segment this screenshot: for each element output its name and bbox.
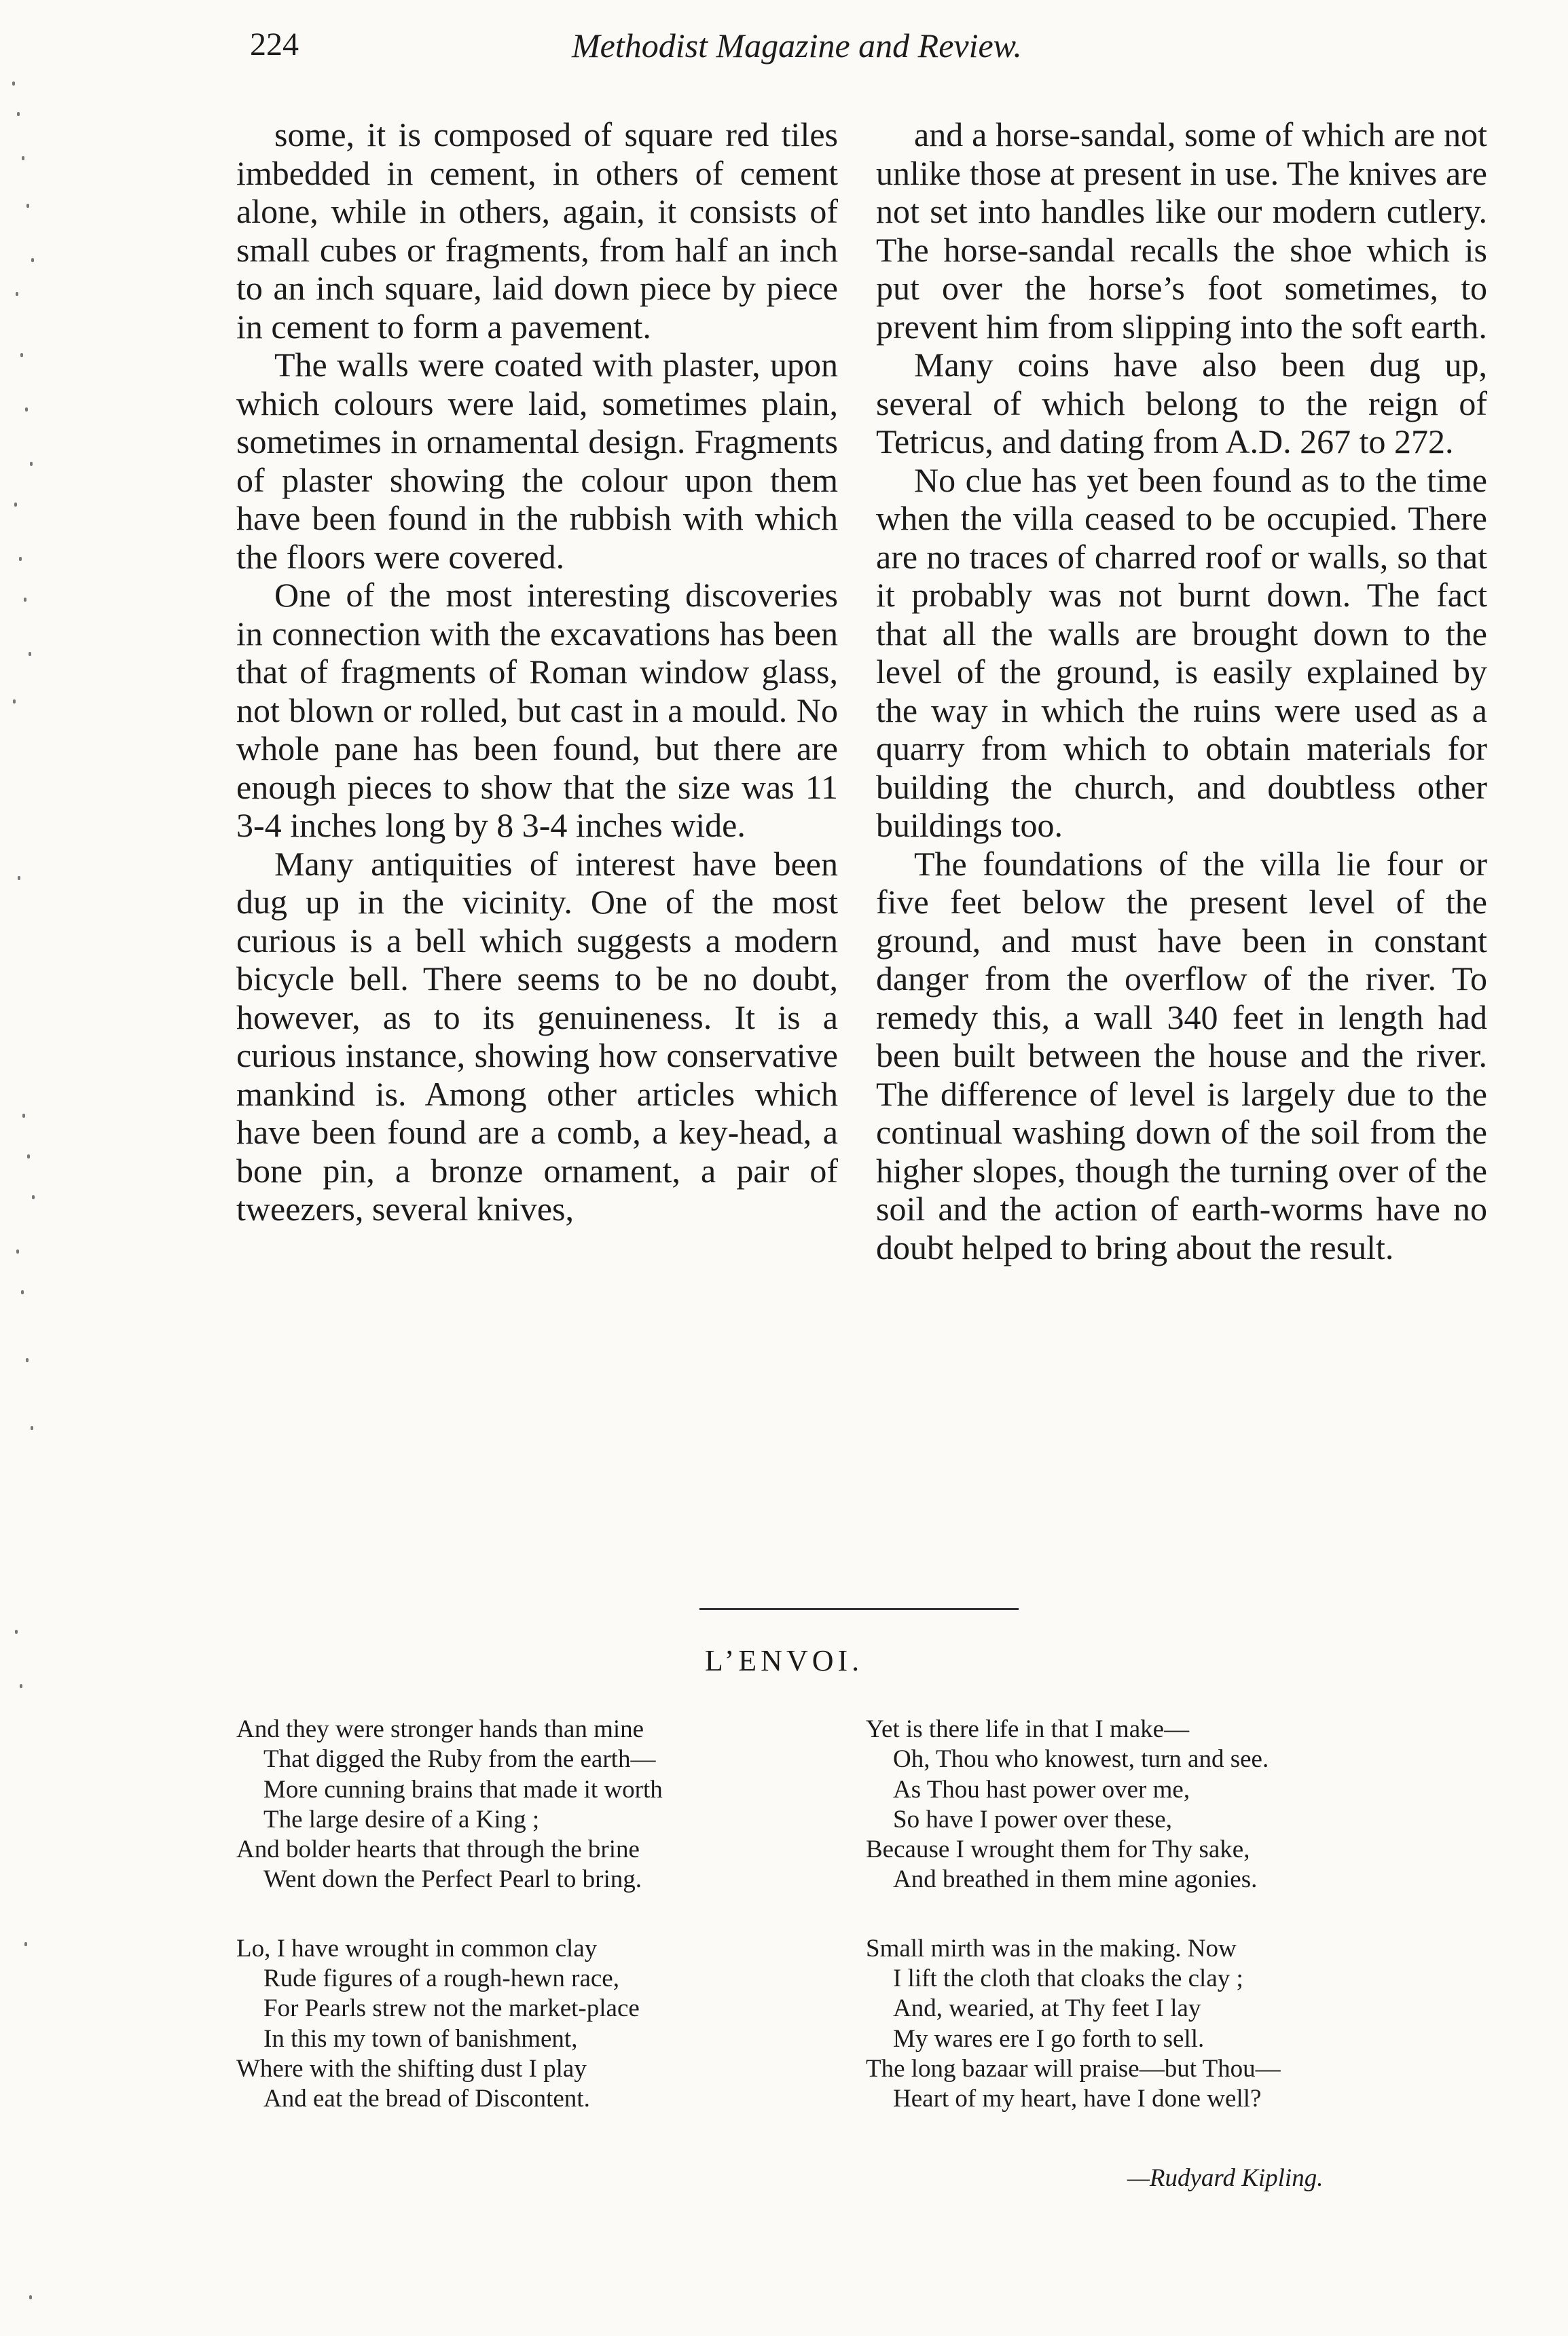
poem-line: As Thou hast power over me, xyxy=(893,1775,1190,1804)
scan-speck xyxy=(26,1358,29,1362)
page-number: 224 xyxy=(250,26,299,62)
scan-speck xyxy=(20,353,23,357)
scan-speck xyxy=(30,462,33,466)
poem-attribution: —Rudyard Kipling. xyxy=(1127,2164,1324,2192)
poem-line: And they were stronger hands than mine xyxy=(236,1715,644,1743)
scan-speck xyxy=(31,258,34,262)
scan-speck xyxy=(22,1114,25,1118)
poem-line: The large desire of a King ; xyxy=(263,1805,540,1833)
paragraph: No clue has yet been found as to the time when the villa ceased to be occupied. There are no traces of charred roof or walls, so that it probably was not burnt down. The fact that all the walls are brought down to the level of the ground, is easily explained by the way in which the ruins were used as a quarry from which to obtain materials for building the church, and doubtless other buildings too. xyxy=(876,460,1487,844)
scan-speck xyxy=(20,1684,22,1688)
scan-speck xyxy=(31,1426,33,1430)
scan-speck xyxy=(14,503,17,507)
paragraph: The foundations of the villa lie four or five feet below the present level of the ground, and must have been in constant danger from the overflow of the river. To remedy this, a wall 340 feet in length had been built between the house and the river. The difference of level is largely due to the continual washing down of the soil from the higher slopes, though the turning over of the soil and the action of earth-worms have no doubt helped to bring about the result. xyxy=(876,844,1487,1266)
poem-line: Oh, Thou who knowest, turn and see. xyxy=(893,1745,1269,1774)
poem-line: Yet is there life in that I make— xyxy=(866,1715,1190,1743)
scan-speck xyxy=(26,204,29,208)
poem-line: Because I wrought them for Thy sake, xyxy=(866,1836,1250,1864)
poem-line: Lo, I have wrought in common clay xyxy=(236,1934,598,1963)
scan-speck xyxy=(22,156,24,160)
poem-line: More cunning brains that made it worth xyxy=(263,1775,663,1804)
scan-speck xyxy=(29,2295,32,2299)
scan-speck xyxy=(16,1249,19,1254)
paragraph: Many coins have also been dug up, several of which belong to the reign of Tetricus, and dating from A.D. 267 to 272. xyxy=(876,346,1487,460)
poem-title: L’ENVOI. xyxy=(704,1644,864,1677)
paragraph: and a horse-sandal, some of which are not unlike those at present in use. The knives are not set into handles like our modern cutlery. The horse-sandal recalls the shoe which is put over the horse’s foot sometimes, to prevent him from slipping into the soft earth. xyxy=(876,115,1487,346)
poem-line: Rude figures of a rough-hewn race, xyxy=(263,1965,619,1993)
paragraph: One of the most interesting discoveries in connection with the excavations has been that of fragments of Roman window glass, not blown or rolled, but cast in a mould. No whole pane has been found, but there are enough pieces to show that the size was 11 3-4 inches long by 8 3-4 inches wide. xyxy=(236,576,838,844)
poem-stanza xyxy=(236,1715,663,1895)
poem-line: My wares ere I go forth to sell. xyxy=(893,2024,1205,2053)
running-title: Methodist Magazine and Review. xyxy=(572,26,1022,65)
poem-line: For Pearls strew not the market-place xyxy=(263,1994,640,2023)
scan-speck xyxy=(16,292,18,296)
article-right-column xyxy=(876,115,1487,1266)
poem-line: In this my town of banishment, xyxy=(263,2024,578,2053)
poem-right-column xyxy=(866,1715,1281,2115)
paragraph: Many antiquities of interest have been dug up in the vicinity. One of the most curious is a bell which suggests a modern bicycle bell. There seems to be no doubt, however, as to its genuineness. It is a curious instance, showing how conservative mankind is. Among other articles which have been found are a comb, a key-head, a bone pin, a bronze ornament, a pair of tweezers, several knives, xyxy=(236,844,838,1228)
poem-line: And, wearied, at Thy feet I lay xyxy=(893,1994,1201,2023)
poem-line: Heart of my heart, have I done well? xyxy=(893,2085,1262,2113)
poem-left-column xyxy=(236,1715,663,2115)
scan-speck xyxy=(19,557,22,561)
scan-speck xyxy=(12,81,15,86)
scan-speck xyxy=(24,598,26,602)
poem-line: Went down the Perfect Pearl to bring. xyxy=(263,1865,642,1894)
scan-speck xyxy=(24,1942,27,1946)
poem-line: And breathed in them mine agonies. xyxy=(893,1865,1258,1894)
article-left-column xyxy=(236,115,838,1228)
section-divider xyxy=(699,1608,1019,1610)
poem-line: And bolder hearts that through the brine xyxy=(236,1836,640,1864)
page-header xyxy=(250,26,1173,80)
scan-margin-specks xyxy=(0,0,48,2336)
poem-line: And eat the bread of Discontent. xyxy=(263,2085,590,2113)
scan-speck xyxy=(21,1290,24,1294)
poem-line: I lift the cloth that cloaks the clay ; xyxy=(893,1965,1243,1993)
poem-stanza xyxy=(236,1934,663,2115)
scan-speck xyxy=(15,1630,18,1634)
poem-line: The long bazaar will praise—but Thou— xyxy=(866,2054,1281,2083)
poem-line: Where with the shifting dust I play xyxy=(236,2054,587,2083)
paragraph: The walls were coated with plaster, upon which colours were laid, sometimes plain, sometimes in ornamental design. Fragments of plaster showing the colour upon them have been found in the rubbish with which the floors were covered. xyxy=(236,346,838,576)
scan-speck xyxy=(27,1154,30,1158)
poem-line: That digged the Ruby from the earth— xyxy=(263,1745,656,1774)
paragraph: some, it is composed of square red tiles imbedded in cement, in others of cement alone, while in others, again, it consists of small cubes or fragments, from half an inch to an inch square, laid down piece by piece in cement to form a pavement. xyxy=(236,115,838,346)
poem-stanza xyxy=(866,1715,1281,1895)
scan-speck xyxy=(17,112,20,116)
scan-speck xyxy=(32,1195,35,1199)
scan-speck xyxy=(13,699,16,704)
poem-stanza xyxy=(866,1934,1281,2115)
scan-speck xyxy=(18,876,20,880)
poem-line: So have I power over these, xyxy=(893,1805,1172,1833)
scan-speck xyxy=(29,652,31,656)
poem-line: Small mirth was in the making. Now xyxy=(866,1934,1237,1963)
scan-speck xyxy=(25,407,28,412)
